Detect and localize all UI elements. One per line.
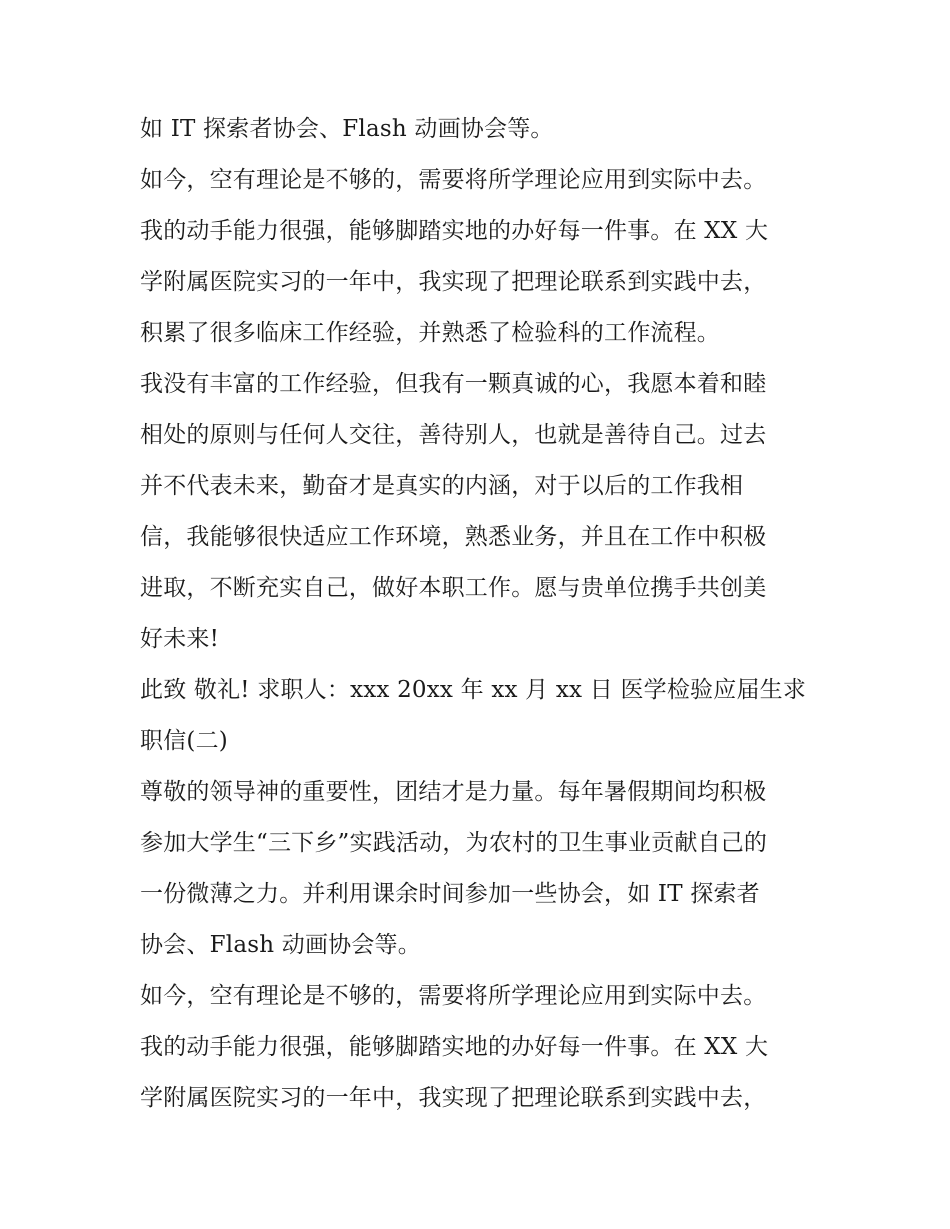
text-line: 一份微薄之力。并利用课余时间参加一些协会，如 IT 探索者 [140,881,760,907]
text-line: 积累了很多临床工作经验，并熟悉了检验科的工作流程。 [140,320,720,346]
text-line: 协会、Flash 动画协会等。 [140,932,421,958]
text-line: 此致 敬礼! 求职人：xxx 20xx 年 xx 月 xx 日 医学检验应届生求 [140,677,807,703]
text-line: 学附属医院实习的一年中，我实现了把理论联系到实践中去， [140,1085,767,1111]
text-line: 我的动手能力很强，能够脚踏实地的办好每一件事。在 XX 大 [140,218,769,244]
text-line: 相处的原则与任何人交往，善待别人，也就是善待自己。过去 [140,422,767,448]
text-line: 学附属医院实习的一年中，我实现了把理论联系到实践中去， [140,269,767,295]
text-line: 并不代表未来，勤奋才是真实的内涵，对于以后的工作我相 [140,473,744,499]
text-line: 如 IT 探索者协会、Flash 动画协会等。 [140,116,554,142]
text-line: 我没有丰富的工作经验，但我有一颗真诚的心，我愿本着和睦 [140,371,767,397]
text-line: 如今，空有理论是不够的，需要将所学理论应用到实际中去。 [140,167,767,193]
body-text [140,104,820,1124]
text-line: 如今，空有理论是不够的，需要将所学理论应用到实际中去。 [140,983,767,1009]
text-line: 我的动手能力很强，能够脚踏实地的办好每一件事。在 XX 大 [140,1034,769,1060]
text-line: 参加大学生“三下乡”实践活动，为农村的卫生事业贡献自己的 [140,830,768,856]
text-line: 信，我能够很快适应工作环境，熟悉业务，并且在工作中积极 [140,524,767,550]
text-line: 进取，不断充实自己，做好本职工作。愿与贵单位携手共创美 [140,575,767,601]
text-line: 尊敬的领导神的重要性，团结才是力量。每年暑假期间均积极 [140,779,767,805]
text-line: 职信(二) [140,728,228,754]
text-line: 好未来! [140,626,220,652]
